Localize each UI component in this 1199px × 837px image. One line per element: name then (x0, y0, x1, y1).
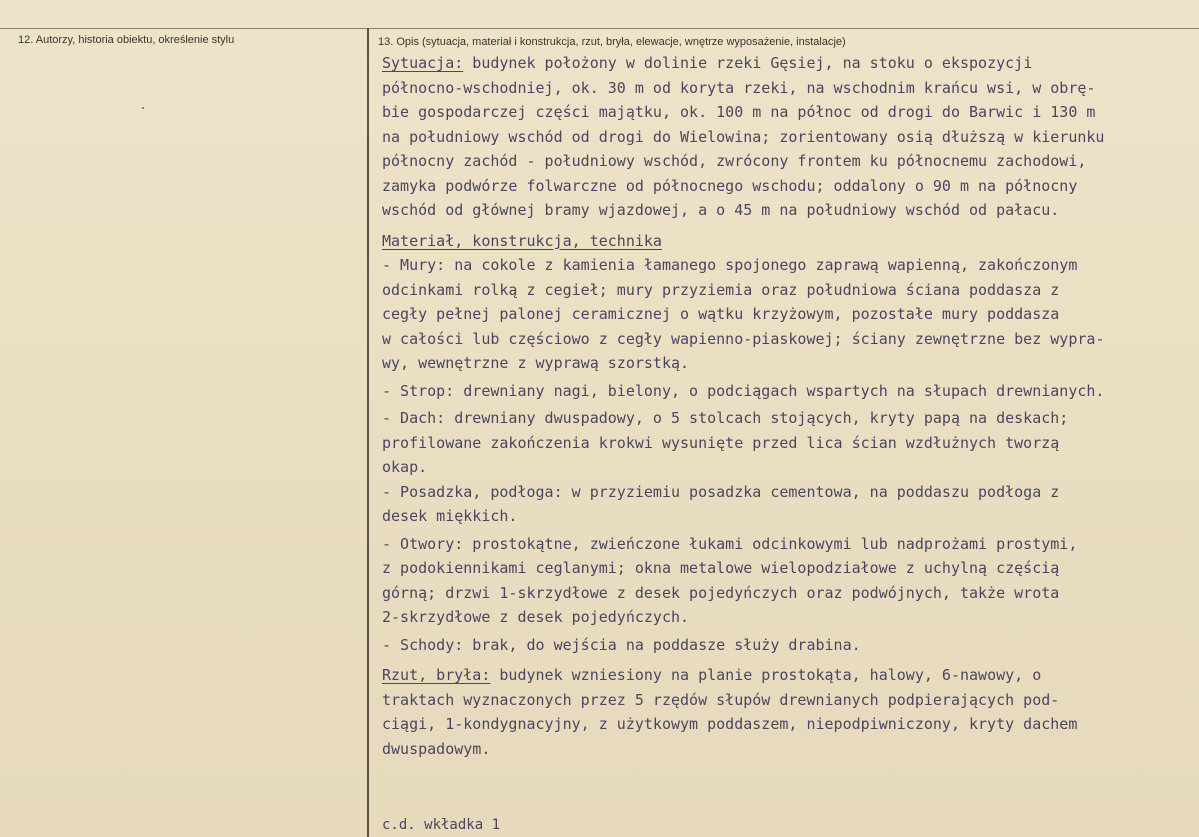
strop-line-0: - Strop: drewniany nagi, bielony, o podciągach wspartych na słupach drewnianych. (382, 381, 1105, 400)
material-heading: Materiał, konstrukcja, technika (382, 231, 662, 250)
sytuacja-line-0: Sytuacja: budynek położony w dolinie rzeki Gęsiej, na stoku o ekspozycji (382, 54, 1033, 72)
sytuacja-line-4: północny zachód - południowy wschód, zwrócony frontem ku północnemu zachodowi, (382, 152, 1087, 170)
posadzka-line-1: desek miękkich. (382, 507, 518, 525)
otwory-line-0: - Otwory: prostokątne, zwieńczone łukami odcinkowymi lub nadprożami prostymi, (382, 534, 1078, 553)
field-13-label: 13. Opis (sytuacja, materiał i konstrukcja, rzut, bryła, elewacje, wnętrze wyposażenie, instalacje) (378, 36, 846, 48)
rzut-line-0: Rzut, bryła: budynek wzniesiony na planie prostokąta, halowy, 6-nawowy, o (382, 666, 1042, 684)
rzut-line-2: ciągi, 1-kondygnacyjny, z użytkowym poddaszem, niepodpiwniczony, kryty dachem (382, 715, 1078, 733)
posadzka-line-0: - Posadzka, podłoga: w przyziemiu posadzka cementowa, na poddaszu podłoga z (382, 482, 1060, 501)
top-rule (0, 28, 1199, 29)
mury-line-3: w całości lub częściowo z cegły wapienno-piaskowej; ściany zewnętrzne bez wypra- (382, 329, 1105, 348)
continuation-note: c.d. wkładka 1 (382, 817, 501, 833)
otwory-line-3: 2-skrzydłowe z desek pojedyńczych. (382, 608, 690, 626)
otwory-line-2: górną; drzwi 1-skrzydłowe z desek pojedyńczych oraz podwójnych, także wrota (382, 583, 1060, 602)
description-text (382, 51, 1194, 761)
dach-line-1: profilowane zakończenia krokwi wysunięte przed lica ścian wzdłużnych tworzą (382, 433, 1060, 452)
sytuacja-line-5: zamyka podwórze folwarczne od północnego wschodu; oddalony o 90 m na północny (382, 176, 1078, 195)
column-divider (367, 28, 369, 837)
sytuacja-heading: Sytuacja: (382, 54, 464, 72)
otwory-line-1: z podokiennikami ceglanymi; okna metalowe wielopodziałowe z uchylną częścią (382, 559, 1060, 577)
mury-line-0: - Mury: na cokole z kamienia łamanego spojonego zaprawą wapienną, zakończonym (382, 256, 1078, 274)
rzut-line-1: traktach wyznaczonych przez 5 rzędów słupów drewnianych podpierających pod- (382, 690, 1060, 709)
ink-dot (142, 107, 144, 109)
sytuacja-line-6: wschód od głównej bramy wjazdowej, a o 45 m na południowy wschód od pałacu. (382, 201, 1060, 219)
mury-line-4: wy, wewnętrzne z wyprawą szorstką. (382, 354, 690, 372)
sytuacja-line-2: bie gospodarczej części majątku, ok. 100 m na północ od drogi do Barwic i 130 m (382, 103, 1096, 121)
sytuacja-line-3: na południowy wschód od drogi do Wielowina; zorientowany osią dłuższą w kierunku (382, 127, 1105, 146)
rzut-line-3: dwuspadowym. (382, 739, 491, 758)
dach-line-0: - Dach: drewniany dwuspadowy, o 5 stolcach stojących, kryty papą na deskach; (382, 409, 1069, 427)
dach-line-2: okap. (382, 458, 428, 476)
mury-line-1: odcinkami rolką z cegieł; mury przyziemia oraz południowa ściana poddasza z (382, 280, 1060, 299)
mury-line-2: cegły pełnej palonej ceramicznej o wątku krzyżowym, pozostałe mury poddasza (382, 305, 1060, 323)
schody-line-0: - Schody: brak, do wejścia na poddasze służy drabina. (382, 635, 861, 654)
sytuacja-line-1: północno-wschodniej, ok. 30 m od koryta rzeki, na wschodnim krańcu wsi, w obrę- (382, 78, 1096, 97)
rzut-heading: Rzut, bryła: (382, 666, 491, 684)
material-line-heading (382, 229, 1194, 254)
field-12-label: 12. Autorzy, historia obiektu, określenie stylu (18, 34, 235, 46)
